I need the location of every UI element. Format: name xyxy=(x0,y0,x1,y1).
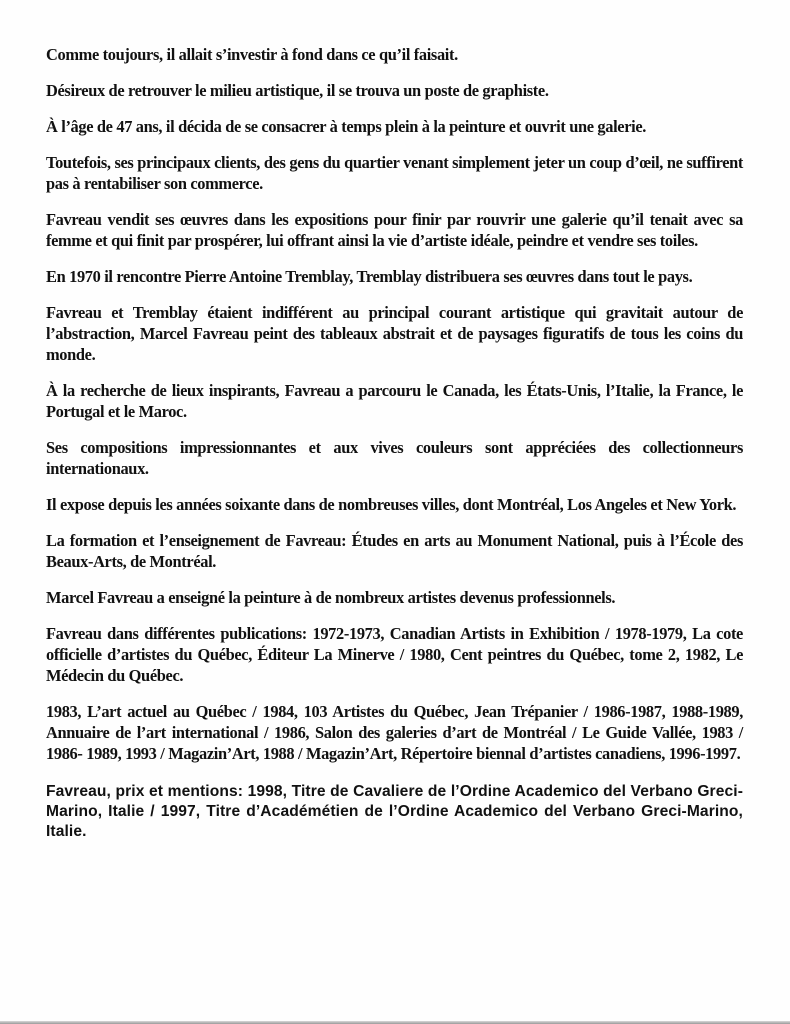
paragraph-publications: Favreau dans différentes publications: 1972-1973, Canadian Artists in Exhibition / 1978-1979, La cote officielle d’artistes du Québec, Éditeur La Minerve / 1980, Cent peintres du Québec, tome 2, 1982, Le Médecin du Québec. xyxy=(46,624,743,685)
paragraph-awards: Favreau, prix et mentions: 1998, Titre de Cavaliere de l’Ordine Academico del Verbano Greci-Marino, Italie / 1997, Titre d’Académétien de l’Ordine Academico del Verbano Greci-Marino, Italie. xyxy=(46,783,743,840)
paragraph-investment: Comme toujours, il allait s’investir à fond dans ce qu’il faisait. xyxy=(46,45,458,64)
paragraph-education: La formation et l’enseignement de Favreau: Études en arts au Monument National, puis à l’École des Beaux-Arts, de Montréal. xyxy=(46,531,743,571)
paragraph-tremblay: En 1970 il rencontre Pierre Antoine Tremblay, Tremblay distribuera ses œuvres dans tout le pays. xyxy=(46,267,693,286)
paragraph-clients: Toutefois, ses principaux clients, des gens du quartier venant simplement jeter un coup d’œil, ne suffirent pas à rentabiliser son commerce. xyxy=(46,153,743,193)
paragraph-gallery-opening: À l’âge de 47 ans, il décida de se consacrer à temps plein à la peinture et ouvrit une galerie. xyxy=(46,117,647,136)
paragraph-collectors: Ses compositions impressionnantes et aux vives couleurs sont appréciées des collectionneurs internationaux. xyxy=(46,438,743,478)
paragraph-exhibits-cities: Il expose depuis les années soixante dans de nombreuses villes, dont Montréal, Los Angeles et New York. xyxy=(46,495,737,514)
paragraph-graphic-designer: Désireux de retrouver le milieu artistique, il se trouva un poste de graphiste. xyxy=(46,81,549,100)
paragraph-publications-continued: 1983, L’art actuel au Québec / 1984, 103 Artistes du Québec, Jean Trépanier / 1986-1987, 1988-1989, Annuaire de l’art international / 1986, Salon des galeries d’art de Montréal / Le Guide Vallée, 1983 / 1986- 1989, 1993 / Magazin’Art, 1988 / Magazin’Art, Répertoire biennal d’artistes canadiens, 1996-1997. xyxy=(46,702,743,763)
paragraph-artistic-current: Favreau et Tremblay étaient indifférent au principal courant artistique qui gravitait autour de l’abstraction, Marcel Favreau peint des tableaux abstrait et de paysages figuratifs de tous les coins du monde. xyxy=(46,303,743,364)
paragraph-exhibitions: Favreau vendit ses œuvres dans les expositions pour finir par rouvrir une galerie qu’il tenait avec sa femme et qui finit par prospérer, lui offrant ainsi la vie d’artiste idéale, peindre et vendre ses toiles. xyxy=(46,210,743,250)
document-page xyxy=(46,44,743,857)
paragraph-travels: À la recherche de lieux inspirants, Favreau a parcouru le Canada, les États-Unis, l’Italie, la France, le Portugal et le Maroc. xyxy=(46,381,743,421)
paragraph-teaching: Marcel Favreau a enseigné la peinture à de nombreux artistes devenus professionnels. xyxy=(46,588,616,607)
